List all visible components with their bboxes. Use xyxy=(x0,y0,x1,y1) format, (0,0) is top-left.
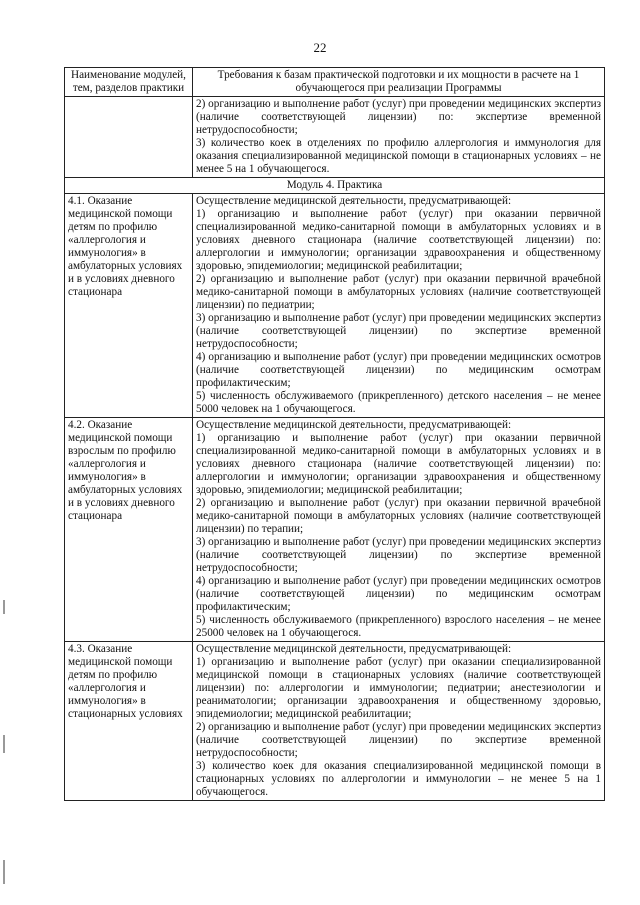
requirement-item: 2) организацию и выполнение работ (услуг) при оказании первичной врачебной медико-санитарной помощи в амбулаторных условиях (наличие соответствующей лицензии) по терапии; xyxy=(196,497,601,535)
requirements-table xyxy=(64,67,605,801)
scan-mark xyxy=(3,600,5,614)
requirement-item: 3) количество коек для оказания специализированной медицинской помощи в стационарных условиях по аллергологии и иммунологии – не менее 5 на 1 обучающегося. xyxy=(196,760,601,798)
requirement-item: 3) организацию и выполнение работ (услуг) при проведении медицинских экспертиз (наличие соответствующей лицензии) по экспертизе временной нетрудоспособности; xyxy=(196,312,601,350)
continuation-row xyxy=(65,97,605,178)
module-topic-name: 4.3. Оказание медицинской помощи детям по профилю «аллергология и иммунология» в стационарных условиях xyxy=(65,642,193,801)
module-heading-row xyxy=(65,178,605,194)
requirement-item: 4) организацию и выполнение работ (услуг) при проведении медицинских осмотров (наличие соответствующей лицензии) по медицинским осмотрам профилактическим; xyxy=(196,575,601,613)
requirement-item: 2) организацию и выполнение работ (услуг) при проведении медицинских экспертиз (наличие соответствующей лицензии) по экспертизе временной нетрудоспособности; xyxy=(196,721,601,759)
requirement-item: 1) организацию и выполнение работ (услуг) при оказании первичной специализированной медико-санитарной помощи в амбулаторных условиях и в условиях дневного стационара (наличие соответствующей лицензии) по: аллергологии и иммунологии; организации здравоохранения и общественному здоровью, эпидемиологии; медицинской реабилитации; xyxy=(196,208,601,272)
scan-mark xyxy=(3,735,5,753)
continuation-requirements-cell xyxy=(193,97,605,178)
page-number: 22 xyxy=(313,40,327,55)
requirement-item: Осуществление медицинской деятельности, предусматривающей: xyxy=(196,643,512,655)
requirements-cell xyxy=(193,194,605,418)
requirement-item: 1) организацию и выполнение работ (услуг) при оказании первичной специализированной медико-санитарной помощи в амбулаторных условиях и в условиях дневного стационара (наличие соответствующей лицензии) по: аллергологии и иммунологии; организации здравоохранения и общественному здоровью, эпидемиологии; медицинской реабилитации; xyxy=(196,432,601,496)
requirement-item: 2) организацию и выполнение работ (услуг) при оказании первичной врачебной медико-санитарной помощи в амбулаторных условиях (наличие соответствующей лицензии) по педиатрии; xyxy=(196,273,601,311)
table-row xyxy=(65,194,605,418)
module-topic-name: 4.2. Оказание медицинской помощи взрослым по профилю «аллергология и иммунология» в амбулаторных условиях и в условиях дневного стационара xyxy=(65,418,193,642)
table-row xyxy=(65,642,605,801)
header-col-modules: Наименование модулей, тем, разделов практики xyxy=(65,68,193,97)
requirement-item: 2) организацию и выполнение работ (услуг) при проведении медицинских экспертиз (наличие соответствующей лицензии) по: экспертизе временной нетрудоспособности; xyxy=(196,98,601,136)
requirements-cell xyxy=(193,642,605,801)
header-col-requirements: Требования к базам практической подготовки и их мощности в расчете на 1 обучающегося при реализации Программы xyxy=(193,68,605,97)
module-topic-name: 4.1. Оказание медицинской помощи детям по профилю «аллергология и иммунология» в амбулаторных условиях и в условиях дневного стационара xyxy=(65,194,193,418)
requirement-item: 4) организацию и выполнение работ (услуг) при проведении медицинских осмотров (наличие соответствующей лицензии) по медицинским осмотрам профилактическим; xyxy=(196,351,601,389)
requirement-item: Осуществление медицинской деятельности, предусматривающей: xyxy=(196,195,512,207)
requirement-item: 1) организацию и выполнение работ (услуг) при оказании специализированной медицинской помощи в стационарных условиях (наличие соответствующей лицензии) по: аллергологии и иммунологии; педиатрии; анестезиологии и реаниматологии; организации здравоохранения и общественному здоровью, эпидемиологии; медицинской реабилитации; xyxy=(196,656,601,720)
requirement-item: 3) количество коек в отделениях по профилю аллергология и иммунология для оказания специализированной медицинской помощи в стационарных условиях – не менее 5 на 1 обучающегося. xyxy=(196,137,601,175)
requirements-cell xyxy=(193,418,605,642)
scan-mark xyxy=(3,860,5,884)
module-title: Модуль 4. Практика xyxy=(65,178,605,194)
table-row xyxy=(65,418,605,642)
requirement-item: 5) численность обслуживаемого (прикрепленного) детского населения – не менее 5000 человек на 1 обучающегося. xyxy=(196,390,601,415)
requirement-item: 5) численность обслуживаемого (прикрепленного) взрослого населения – не менее 25000 человек на 1 обучающегося. xyxy=(196,614,601,639)
continuation-name-cell xyxy=(65,97,193,178)
requirement-item: Осуществление медицинской деятельности, предусматривающей: xyxy=(196,419,512,431)
requirement-item: 3) организацию и выполнение работ (услуг) при проведении медицинских экспертиз (наличие соответствующей лицензии) по экспертизе временной нетрудоспособности; xyxy=(196,536,601,574)
table-header-row xyxy=(65,68,605,97)
